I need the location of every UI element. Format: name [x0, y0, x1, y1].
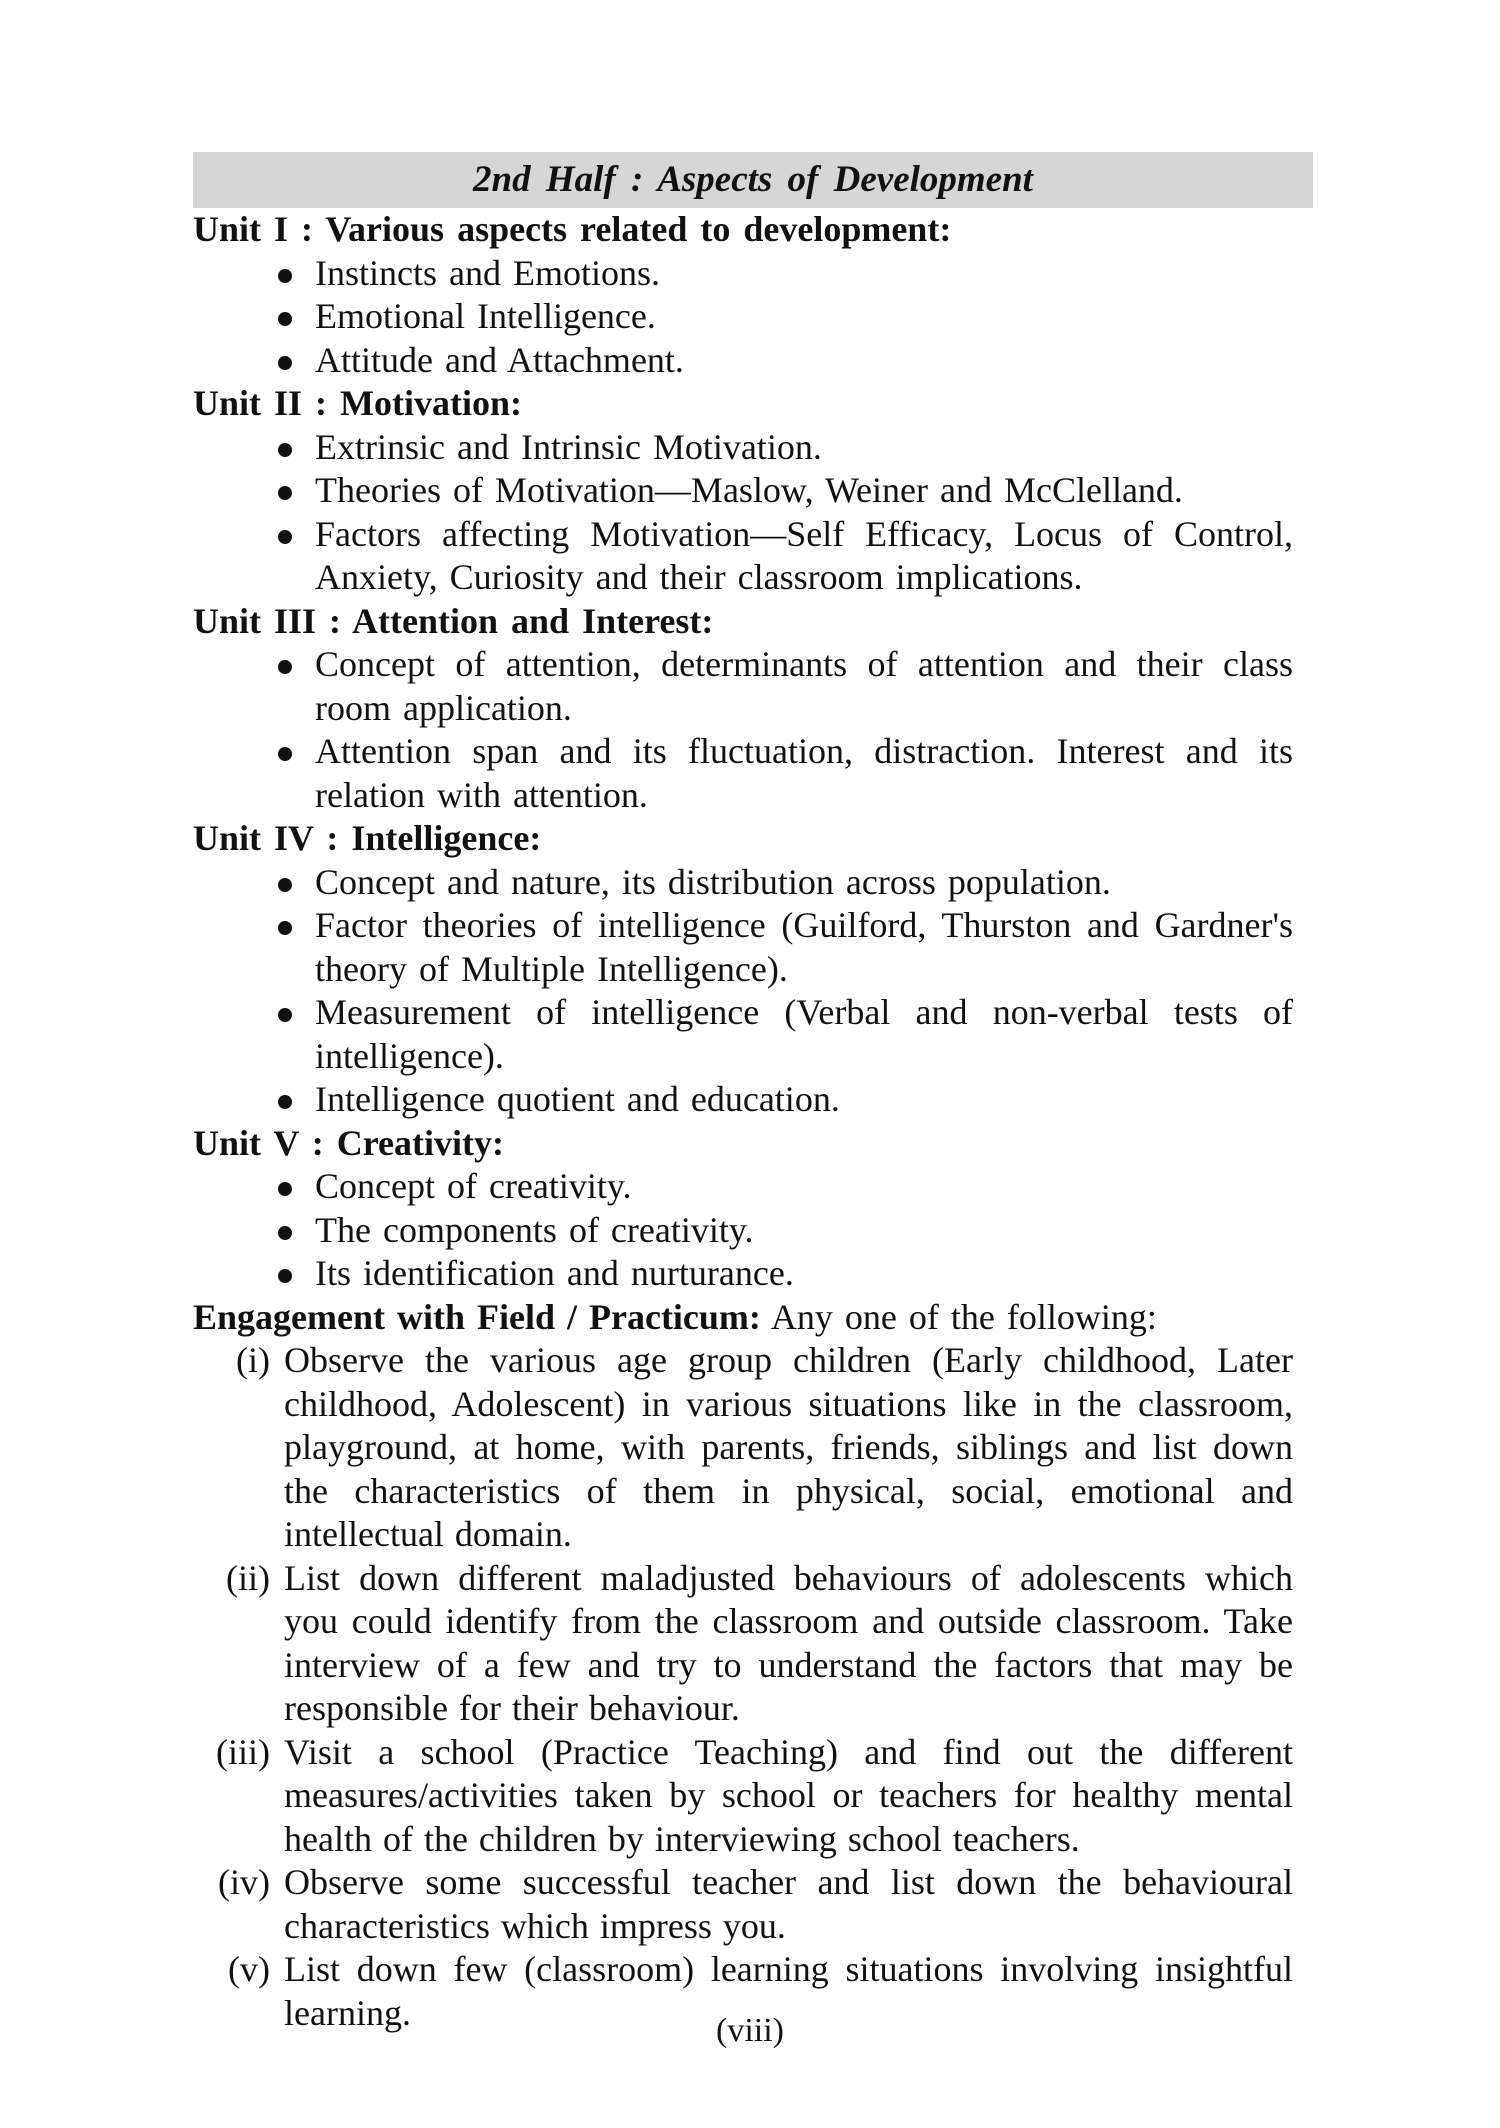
list-item: (v) List down few (classroom) learning situations involving insightful learning.: [284, 1948, 1313, 2035]
list-item: (iv) Observe some successful teacher and list down the behavioural characteristics which impress you.: [284, 1861, 1313, 1948]
unit-4: [193, 817, 1313, 1122]
bullet-list: [193, 1165, 1313, 1296]
item-number: (v): [228, 1949, 270, 1989]
engagement-heading: [193, 1296, 1313, 1340]
bullet-icon: [278, 269, 292, 283]
list-item: (i) Observe the various age group children (Early childhood, Later childhood, Adolescent) in various situations like in the classroom, playground, at home, with parents, friends, siblings and list down the characteristics of them in physical, social, emotional and intellectual domain.: [284, 1339, 1313, 1557]
list-item: Theories of Motivation—Maslow, Weiner and McClelland.: [315, 469, 1313, 513]
document-page: [193, 152, 1313, 2035]
list-item: Concept and nature, its distribution across population.: [315, 861, 1313, 905]
bullet-list: [193, 643, 1313, 817]
bullet-icon: [278, 878, 292, 892]
list-item: Intelligence quotient and education.: [315, 1078, 1313, 1122]
list-item: (iii) Visit a school (Practice Teaching) and find out the different measures/activities taken by school or teachers for healthy mental health of the children by interviewing school teachers.: [284, 1731, 1313, 1862]
bullet-icon: [278, 1095, 292, 1109]
bullet-icon: [278, 1269, 292, 1283]
list-item: (ii) List down different maladjusted behaviours of adolescents which you could identify from the classroom and outside classroom. Take interview of a few and try to understand the factors that may be responsible for their behaviour.: [284, 1557, 1313, 1731]
item-number: (iii): [216, 1731, 270, 1772]
bullet-icon: [278, 747, 292, 761]
bullet-list: [193, 252, 1313, 383]
item-number: (i): [236, 1340, 270, 1380]
unit-5: [193, 1122, 1313, 1296]
bullet-icon: [278, 486, 292, 500]
bullet-icon: [278, 1008, 292, 1022]
list-item: Concept of attention, determinants of attention and their class room application.: [315, 643, 1313, 730]
item-number: (iv): [218, 1862, 270, 1902]
unit-title: Unit V : Creativity:: [193, 1122, 504, 1163]
section-banner: 2nd Half : Aspects of Development: [193, 152, 1313, 208]
list-item: Concept of creativity.: [315, 1165, 1313, 1209]
bullet-icon: [278, 1182, 292, 1196]
engagement-section: [193, 1296, 1313, 2036]
bullet-icon: [278, 443, 292, 457]
unit-2: [193, 382, 1313, 600]
unit-title: Unit I : Various aspects related to development:: [193, 209, 952, 249]
list-item: Instincts and Emotions.: [315, 252, 1313, 296]
bullet-icon: [278, 356, 292, 370]
unit-title: Unit IV : Intelligence:: [193, 818, 542, 858]
bullet-list: [193, 861, 1313, 1122]
bullet-icon: [278, 921, 292, 935]
practicum-list: [193, 1339, 1313, 2035]
engagement-label: Engagement with Field / Practicum:: [193, 1296, 761, 1337]
bullet-icon: [278, 660, 292, 674]
bullet-icon: [278, 1226, 292, 1240]
unit-1: [193, 208, 1313, 382]
list-item: Its identification and nurturance.: [315, 1252, 1313, 1296]
unit-title: Unit II : Motivation:: [193, 383, 522, 423]
list-item: Measurement of intelligence (Verbal and non-verbal tests of intelligence).: [315, 991, 1313, 1078]
bullet-icon: [278, 312, 292, 326]
engagement-text: Any one of the following:: [760, 1296, 1157, 1337]
unit-3: [193, 600, 1313, 818]
list-item: Emotional Intelligence.: [315, 295, 1313, 339]
bullet-icon: [278, 530, 292, 544]
unit-title: Unit III : Attention and Interest:: [193, 600, 714, 641]
list-item: Attitude and Attachment.: [315, 339, 1313, 383]
list-item: Factor theories of intelligence (Guilford, Thurston and Gardner's theory of Multiple Intelligence).: [315, 904, 1313, 991]
page-number: (viii): [716, 2012, 784, 2049]
item-number: (ii): [226, 1557, 270, 1598]
bullet-list: [193, 426, 1313, 600]
list-item: Extrinsic and Intrinsic Motivation.: [315, 426, 1313, 470]
list-item: The components of creativity.: [315, 1209, 1313, 1253]
list-item: Factors affecting Motivation—Self Efficacy, Locus of Control, Anxiety, Curiosity and their classroom implications.: [315, 513, 1313, 600]
list-item: Attention span and its fluctuation, distraction. Interest and its relation with attention.: [315, 730, 1313, 817]
